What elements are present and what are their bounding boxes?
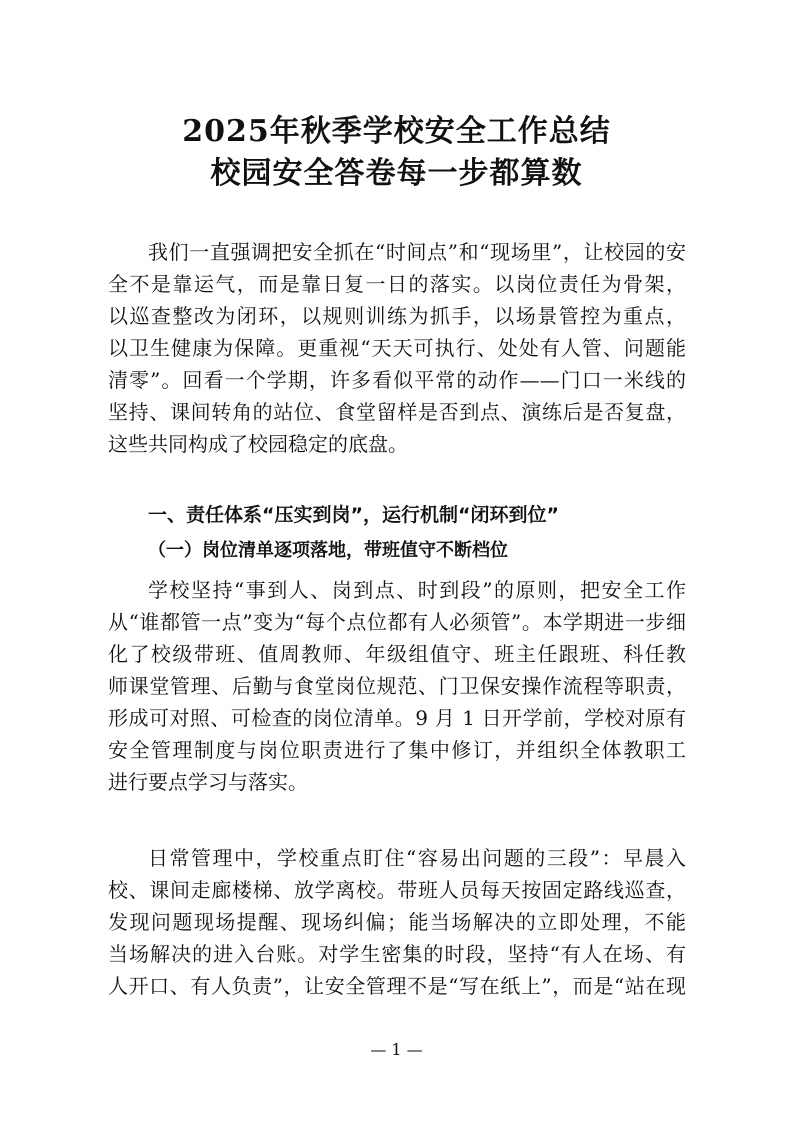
paragraph-1-line-4: 以卫生健康为保障。更重视“天天可执行、处处有人管、问题能 <box>108 336 686 360</box>
paragraph-3-line-2: 校、课间走廊楼梯、放学离校。带班人员每天按固定路线巡查， <box>108 878 686 902</box>
paragraph-2-line-7: 进行要点学习与落实。 <box>108 770 308 794</box>
subsection-heading-1: （一）岗位清单逐项落地，带班值守不断档位 <box>148 540 508 561</box>
paragraph-3-line-3: 发现问题现场提醒、现场纠偏；能当场解决的立即处理，不能 <box>108 910 686 934</box>
paragraph-1-line-2: 全不是靠运气，而是靠日复一日的落实。以岗位责任为骨架， <box>108 272 686 296</box>
section-heading-1: 一、责任体系“压实到岗”，运行机制“闭环到位” <box>148 504 559 526</box>
document-title-line-2: 校园安全答卷每一步都算数 <box>210 156 583 191</box>
paragraph-3-line-1: 日常管理中，学校重点盯住“容易出问题的三段”：早晨入 <box>148 846 686 870</box>
paragraph-3-line-5: 人开口、有人负责”，让安全管理不是“写在纸上”，而是“站在现 <box>108 974 686 998</box>
paragraph-3-line-4: 当场解决的进入台账。对学生密集的时段，坚持“有人在场、有 <box>108 942 686 966</box>
paragraph-2-line-2: 从“谁都管一点”变为“每个点位都有人必须管”。本学期进一步细 <box>108 610 686 634</box>
paragraph-2-line-3: 化了校级带班、值周教师、年级组值守、班主任跟班、科任教 <box>108 642 686 666</box>
paragraph-1-line-1: 我们一直强调把安全抓在“时间点”和“现场里”，让校园的安 <box>148 240 686 264</box>
paragraph-1-line-6: 坚持、课间转角的站位、食堂留样是否到点、演练后是否复盘， <box>108 400 686 424</box>
paragraph-1-line-5: 清零”。回看一个学期，许多看似平常的动作——门口一米线的 <box>108 368 686 392</box>
page-number: — 1 — <box>370 1040 423 1059</box>
document-title-line-1: 2025年秋季学校安全工作总结 <box>182 114 611 149</box>
paragraph-2-line-5: 形成可对照、可检查的岗位清单。9 月 1 日开学前，学校对原有 <box>108 706 686 730</box>
paragraph-2-line-1: 学校坚持“事到人、岗到点、时到段”的原则，把安全工作 <box>148 578 686 602</box>
paragraph-1-line-3: 以巡查整改为闭环，以规则训练为抓手，以场景管控为重点， <box>108 304 686 328</box>
paragraph-1-line-7: 这些共同构成了校园稳定的底盘。 <box>108 432 408 456</box>
paragraph-2-line-4: 师课堂管理、后勤与食堂岗位规范、门卫保安操作流程等职责， <box>108 674 686 698</box>
paragraph-2-line-6: 安全管理制度与岗位职责进行了集中修订，并组织全体教职工 <box>108 738 686 762</box>
